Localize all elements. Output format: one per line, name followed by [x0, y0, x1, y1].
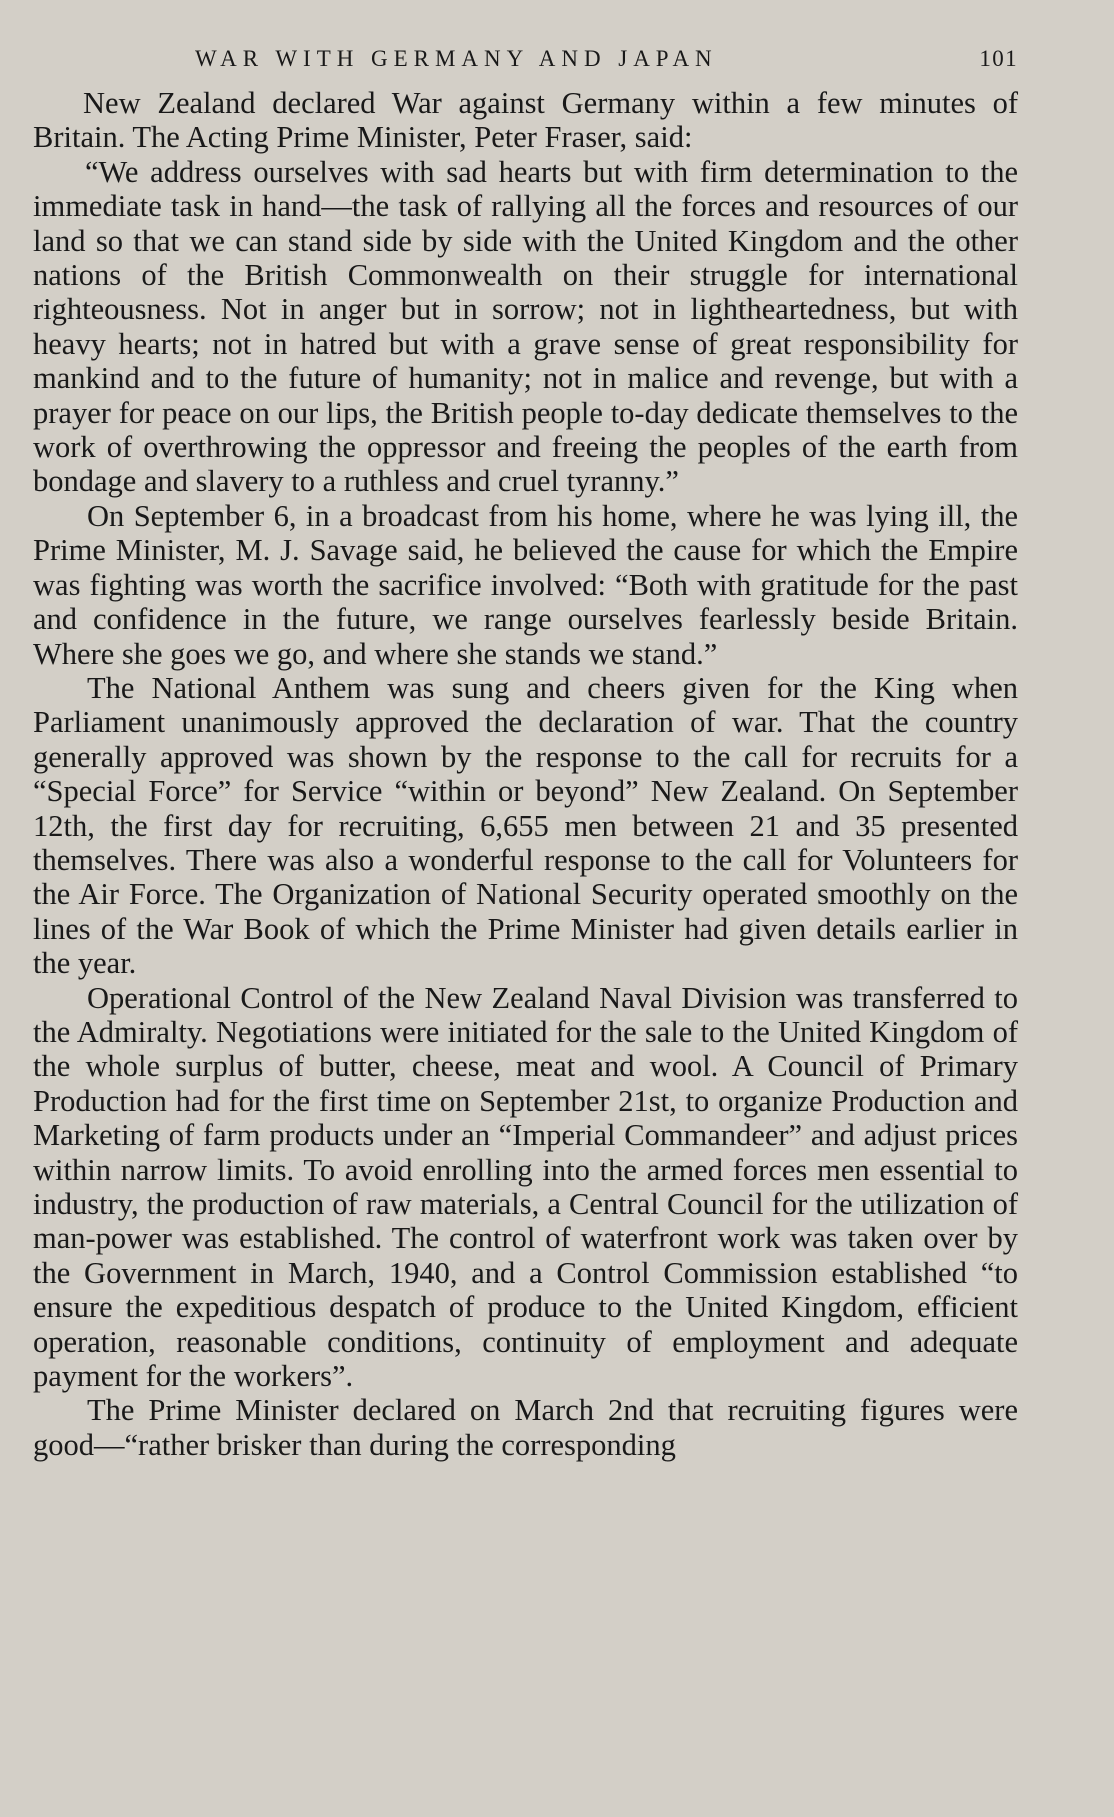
body-text	[33, 86, 1018, 1462]
paragraph-fraser-quote: “We address ourselves with sad hearts but with firm determination to the immediate task in hand—the task of rallying all the forces and resources of our land so that we can stand side by side with the United Kingdom and the other nations of the British Commonwealth on their struggle for international righteousness. Not in anger but in sorrow; not in lightheartedness, but with heavy hearts; not in hatred but with a grave sense of great responsibility for mankind and to the future of humanity; not in malice and revenge, but with a prayer for peace on our lips, the British people to-day dedicate themselves to the work of overthrowing the oppressor and freeing the peoples of the earth from bondage and slavery to a ruthless and cruel tyranny.”	[33, 154, 1018, 499]
paragraph-recruiting-figures: The Prime Minister declared on March 2nd that recruiting figures were good—“rather brisker than during the corresponding	[33, 1393, 1018, 1462]
paragraph-declaration: New Zealand declared War against Germany within a few minutes of Britain. The Acting Prime Minister, Peter Fraser, said:	[33, 86, 1018, 155]
paragraph-savage-broadcast: On September 6, in a broadcast from his home, where he was lying ill, the Prime Minister, M. J. Savage said, he believed the cause for which the Empire was fighting was worth the sacrifice involved: “Both with gratitude for the past and confidence in the future, we range ourselves fearlessly beside Britain. Where she goes we go, and where she stands we stand.”	[33, 498, 1018, 671]
paragraph-parliament-recruits: The National Anthem was sung and cheers given for the King when Parliament unanimously approved the declaration of war. That the country generally approved was shown by the response to the call for recruits for a “Special Force” for Service “within or beyond” New Zealand. On September 12th, the first day for recruiting, 6,655 men between 21 and 35 presented themselves. There was also a wonderful response to the call for Volunteers for the Air Force. The Organization of National Security operated smoothly on the lines of the War Book of which the Prime Minister had given details earlier in the year.	[33, 670, 1018, 981]
running-title: WAR WITH GERMANY AND JAPAN	[195, 46, 718, 71]
paragraph-operational-control: Operational Control of the New Zealand Naval Division was transferred to the Admiralty. Negotiations were initiated for the sale to the United Kingdom of the whole surplus of butter, cheese, meat and wool. A Council of Primary Production had for the first time on September 21st, to organize Production and Marketing of farm products under an “Imperial Commandeer” and adjust prices within narrow limits. To avoid enrolling into the armed forces men essential to industry, the production of raw materials, a Central Council for the utilization of man-power was established. The control of waterfront work was taken over by the Government in March, 1940, and a Control Commission established “to ensure the expeditious despatch of produce to the United Kingdom, efficient operation, reasonable conditions, continuity of employment and adequate payment for the workers”.	[33, 980, 1018, 1394]
running-header	[195, 46, 1018, 86]
page-number: 101	[979, 46, 1018, 71]
